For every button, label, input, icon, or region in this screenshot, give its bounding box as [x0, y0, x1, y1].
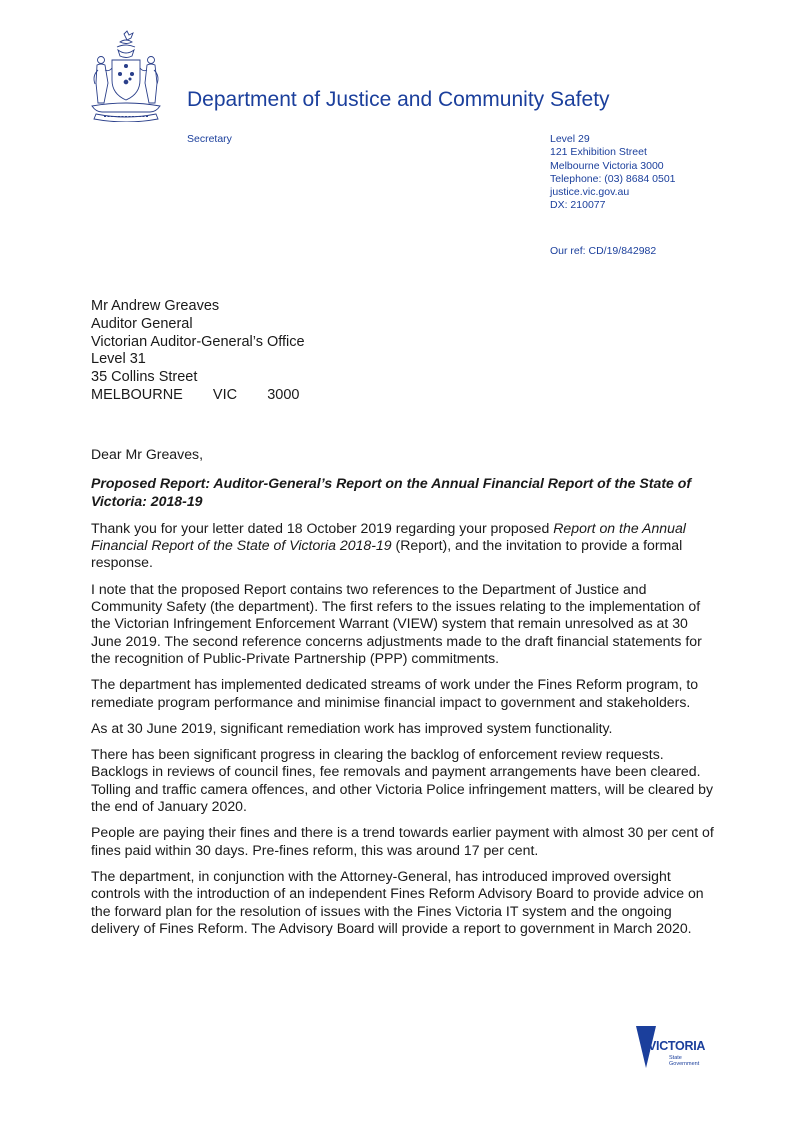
report-title-italic: Report on the Annual Financial Report of the State of Victoria 2018-19 [91, 519, 686, 554]
recipient-address [91, 298, 305, 405]
telephone-line: Telephone: (03) 8684 0501 [550, 172, 676, 185]
address-line: Melbourne Victoria 3000 [550, 159, 664, 172]
recipient-name: Mr Andrew Greaves [91, 298, 220, 314]
dx-line: DX: 210077 [550, 199, 606, 212]
victoria-state-government-logo [636, 1026, 718, 1072]
svg-text:VICTORIA: VICTORIA [648, 1039, 706, 1053]
department-title: Department of Justice and Community Safety [187, 88, 610, 111]
paragraph: As at 30 June 2019, significant remediation work has improved system functionality. [91, 719, 613, 736]
address-line: Level 29 [550, 133, 590, 145]
paragraph: I note that the proposed Report contains two references to the Department of Justice and Community Safety (the department). The first refers to the issues relating to the implementation of the Victorian Infringement Enforcement Warrant (VIEW) system that remain unresolved as at 30 June 2019. The second reference concerns adjustments made to the draft financial statements for the recognition of Public-Private Partnership (PPP) commitments. [91, 580, 702, 666]
letter-body [91, 446, 716, 946]
paragraph: People are paying their fines and there is a trend towards earlier payment with almost 30 per cent of fines paid within 30 days. Pre-fines reform, this was around 17 per cent. [91, 824, 714, 858]
recipient-level: Level 31 [91, 351, 146, 368]
svg-text:Government: Government [669, 1061, 700, 1067]
recipient-street: 35 Collins Street [91, 369, 198, 386]
website-line: justice.vic.gov.au [550, 186, 630, 199]
paragraph: The department, in conjunction with the Attorney-General, has introduced improved oversight controls with the introduction of an independent Fines Reform Advisory Board to provide advice on the forward plan for the resolution of issues with the Fines Victoria IT system and the ongoing delivery of Fines Reform. The Advisory Board will provide a report to government in March 2020. [91, 867, 704, 936]
recipient-organisation: Victorian Auditor-General’s Office [91, 333, 305, 350]
svg-text:State: State [669, 1055, 682, 1061]
address-line: 121 Exhibition Street [550, 146, 647, 159]
paragraph-text: (Report), and the invitation to provide a formal response. [91, 537, 683, 571]
our-reference: Our ref: CD/19/842982 [550, 245, 657, 257]
salutation: Dear Mr Greaves, [91, 446, 203, 462]
office-label: Secretary [187, 133, 232, 145]
recipient-title: Auditor General [91, 315, 193, 332]
coat-of-arms-icon [84, 30, 168, 122]
paragraph [91, 520, 716, 572]
paragraph: The department has implemented dedicated streams of work under the Fines Reform program, to remediate program performance and minimise financial impact to government and stakeholders. [91, 676, 699, 710]
recipient-city: MELBOURNE VIC 3000 [91, 386, 300, 403]
sender-address [550, 133, 676, 213]
paragraph: There has been significant progress in clearing the backlog of enforcement review requests. Backlogs in reviews of council fines, fee removals and payment arrangements have been cleared. Tolling and traffic camera offences, and other Victoria Police infringement matters, will be cleared by the end of January 2020. [91, 746, 714, 815]
subject-line: Proposed Report: Auditor-General’s Report on the Annual Financial Report of the State of Victoria: 2018-19 [91, 475, 692, 509]
paragraph-text: Thank you for your letter dated 18 October 2019 regarding your proposed [91, 519, 554, 536]
